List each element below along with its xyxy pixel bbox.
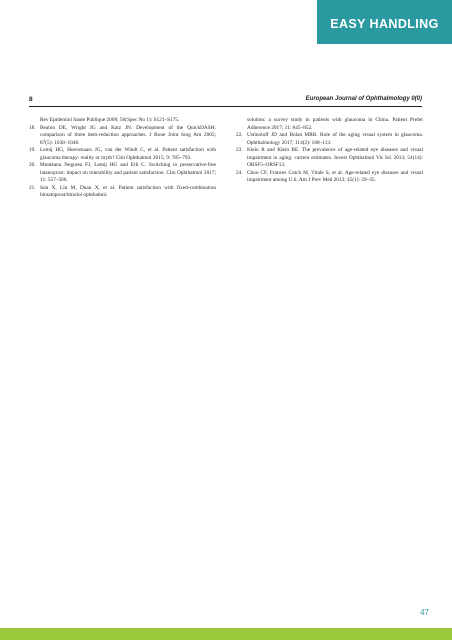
reference-number: 19. <box>29 147 36 154</box>
reference-number: 23. <box>236 147 243 154</box>
folio-page-number: 47 <box>420 608 429 617</box>
reference-continuation: solution: a survey study in patients with glaucoma in China. Patient Prefer Adherence 2017; 11: 845–852. <box>247 117 423 131</box>
reference-text: Beaton DE, Wright JG and Katz JN. Development of the QuickDASH: comparison of three item-reduction approaches. J Bone Joint Surg Am 2005; 87(5): 1038–1046. <box>40 124 216 146</box>
footer-band <box>0 628 452 640</box>
reference-item <box>236 132 423 147</box>
reference-number: 22. <box>236 132 243 139</box>
journal-title: European Journal of Ophthalmology 0(0) <box>305 96 422 102</box>
reference-text: Sun X, Liu M, Duan X, et al. Patient satisfaction with fixed-combination bimatoprost/timolol ophthalmic <box>40 184 216 199</box>
reference-item <box>29 162 216 185</box>
reference-text: Klein R and Klein BE. The prevalence of age-related eye diseases and visual impairment in aging: current estimates. Invest Ophthalmol Vis Sci 2013; 54(14): ORSF5–ORSF13. <box>247 147 423 169</box>
reference-number: 24. <box>236 169 243 176</box>
reference-item <box>29 147 216 162</box>
page-number: 8 <box>29 96 33 103</box>
reference-number: 21. <box>29 184 36 191</box>
references-right-column <box>236 117 423 185</box>
reference-number: 20. <box>29 162 36 169</box>
running-header <box>29 96 422 108</box>
reference-text: Ustinoloff JD and Bolan MRR. Role of the aging visual system in glaucoma. Ophthalmology 2017; 114(2): 108–113. <box>247 132 423 146</box>
reference-text: Lemij HG, Hoevenaars JG, van der Windt C, et al. Patient satisfaction with glaucoma therapy: reality or myth? Clin Ophthalmol 2015; 9: 785–793. <box>40 147 216 161</box>
easy-handling-banner <box>317 0 452 44</box>
reference-continuation: Rev Epidemiol Sante Publique 2008; 56(Spec No 1): S121–S175. <box>40 117 180 123</box>
reference-text: Munteanu Negurea FJ, Lemij HG and Erb C. Switching to preservative-free latanoprost: impact on tolerability and patient satisfaction. Clin Ophthalmol 2017; 11: 557–566. <box>40 162 216 184</box>
reference-item <box>29 125 216 148</box>
references-left-column <box>29 117 216 200</box>
reference-item <box>236 147 423 170</box>
header-rule <box>29 106 422 107</box>
reference-text: Chou CF, Frances Cotch M, Vitale S, et al. Age-related eye diseases and visual impairment among U.S. Am J Prev Med 2013; 45(1): 29–35. <box>247 169 423 184</box>
reference-item <box>29 185 216 200</box>
reference-item <box>236 170 423 185</box>
banner-label: EASY HANDLING <box>330 17 439 31</box>
reference-number: 18. <box>29 124 36 131</box>
